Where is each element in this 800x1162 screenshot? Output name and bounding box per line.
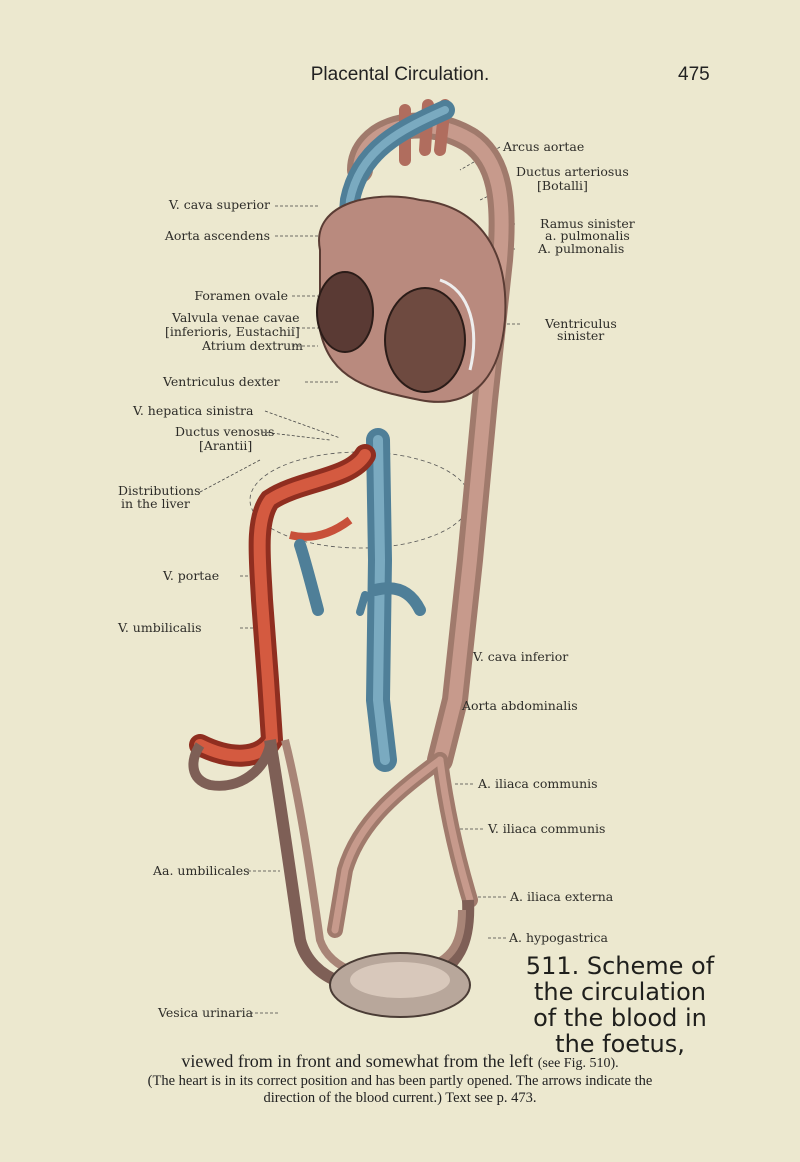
figure-title-line3: of the blood in: [533, 1004, 707, 1032]
vena-cava-inferior: [360, 440, 420, 760]
figure-caption-note: [0, 1073, 800, 1107]
figure-caption-line1: [0, 1051, 800, 1072]
label-ductus-arteriosus-line2: [Botalli]: [537, 178, 588, 193]
label-ventriculus-dexter: Ventriculus dexter: [163, 374, 280, 389]
label-aa-umbilicales: Aa. umbilicales: [153, 863, 250, 878]
label-v-hepatica: V. hepatica sinistra: [133, 403, 254, 418]
figure-title-line2: the circulation: [534, 978, 706, 1006]
label-v-cava-superior: V. cava superior: [168, 197, 270, 212]
figure-title: [505, 953, 735, 1057]
page-number: 475: [678, 64, 710, 85]
iliac-arteries: [335, 760, 470, 930]
label-v-umbilicalis: V. umbilicalis: [118, 620, 202, 635]
label-vesica-urinaria: Vesica urinaria: [158, 1005, 254, 1020]
caption-main-text: viewed from in front and somewhat from the left: [181, 1051, 534, 1071]
page-header-title: Placental Circulation.: [310, 64, 490, 85]
figure-title-line1: 511. Scheme of: [525, 952, 715, 980]
label-valvula-line2: [inferioris, Eustachii]: [165, 324, 300, 339]
label-foramen-ovale: Foramen ovale: [194, 288, 288, 303]
caption-note-line2: direction of the blood current.) Text see p. 473.: [263, 1090, 537, 1106]
label-valvula-line1: Valvula venae cavae: [172, 310, 300, 325]
label-a-iliaca-communis: A. iliaca communis: [478, 776, 598, 791]
label-ramus-sinister-line2: a. pulmonalis: [545, 228, 630, 243]
label-arcus-aortae: Arcus aortae: [503, 139, 585, 154]
label-a-iliaca-externa: A. iliaca externa: [510, 889, 614, 904]
label-a-hypogastrica: A. hypogastrica: [509, 930, 608, 945]
label-a-pulmonalis: A. pulmonalis: [538, 241, 625, 256]
label-v-cava-inferior: V. cava inferior: [473, 649, 569, 664]
label-ventriculus-sinister-line2: sinister: [557, 328, 605, 343]
urinary-bladder: [330, 953, 470, 1017]
label-aorta-abdominalis: Aorta abdominalis: [462, 698, 578, 713]
label-ramus-sinister-line1: Ramus sinister: [540, 216, 635, 231]
caption-note-line1: (The heart is in its correct position and has been partly opened. The arrows indicate the: [147, 1073, 653, 1089]
label-v-iliaca-communis: V. iliaca communis: [488, 821, 606, 836]
label-ductus-venosus-line2: [Arantii]: [199, 438, 253, 453]
heart: [317, 197, 505, 402]
label-distributions-line1: Distributions: [118, 483, 201, 498]
umbilical-vein: [200, 455, 365, 756]
label-aorta-ascendens: Aorta ascendens: [164, 228, 270, 243]
label-ventriculus-sinister-line1: Ventriculus: [545, 316, 617, 331]
label-atrium-dextrum: Atrium dextrum: [202, 338, 304, 353]
label-distributions-line2: in the liver: [121, 496, 190, 511]
label-ductus-arteriosus-line1: Ductus arteriosus: [516, 164, 629, 179]
label-ductus-venosus-line1: Ductus venosus: [175, 424, 275, 439]
portal-vein: [300, 545, 318, 610]
caption-figure-reference: (see Fig. 510).: [537, 1056, 619, 1071]
figure-title-line4: the foetus,: [555, 1030, 685, 1058]
label-v-portae: V. portae: [163, 568, 220, 583]
